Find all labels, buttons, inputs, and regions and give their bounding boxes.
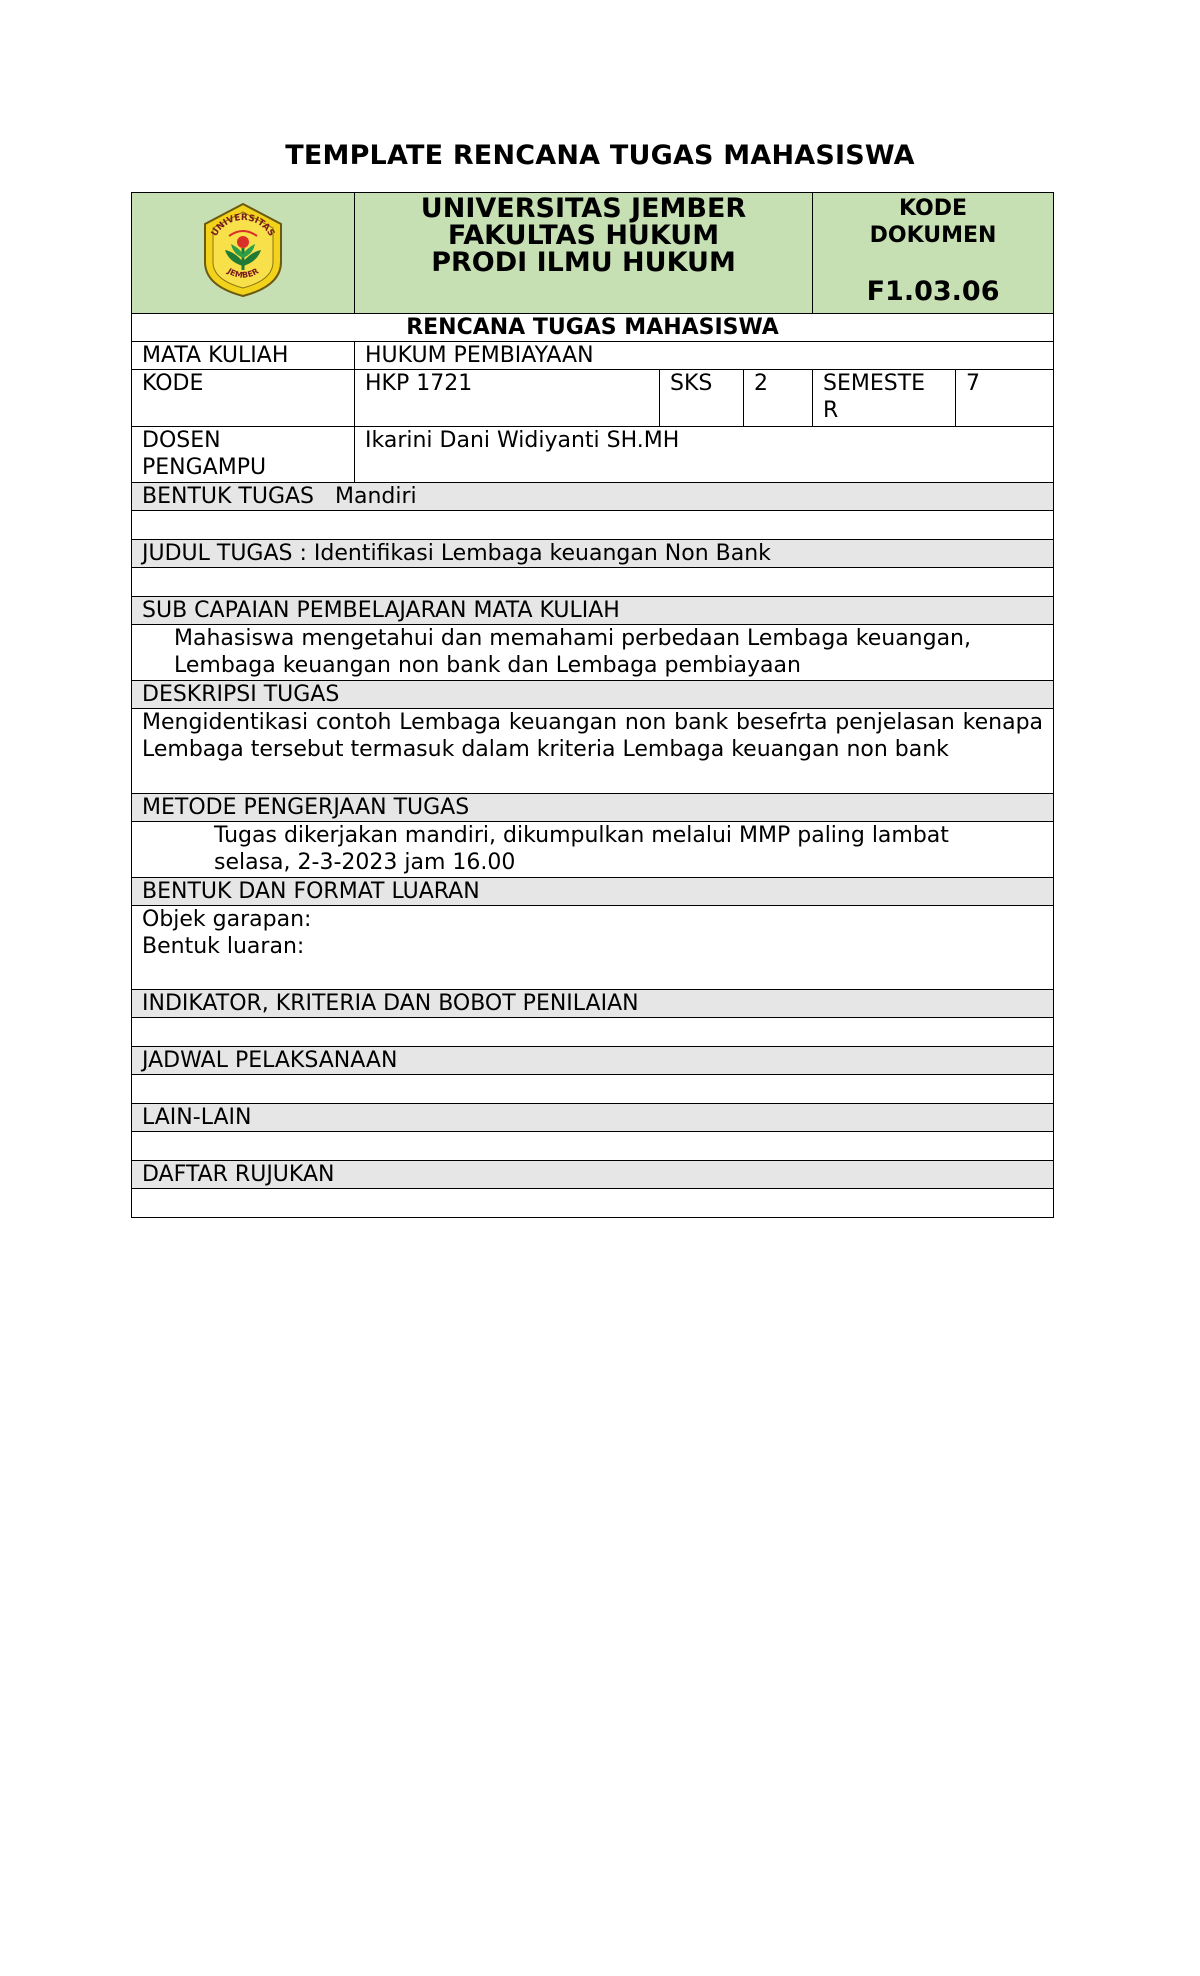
- university-logo-icon: [193, 200, 293, 300]
- university-header: [355, 193, 813, 314]
- sks-label: SKS: [660, 370, 744, 427]
- empty-row: [132, 511, 1054, 540]
- indicator-label: INDIKATOR, KRITERIA DAN BOBOT PENILAIAN: [132, 990, 1054, 1018]
- document-code-label: KODE: [899, 196, 968, 221]
- description-text: Mengidentikasi contoh Lembaga keuangan non bank besefrta penjelasan kenapa Lembaga tersebut termasuk dalam kriteria Lembaga keuangan non bank: [132, 709, 1054, 794]
- semester-value: 7: [956, 370, 1054, 427]
- references-label: DAFTAR RUJUKAN: [132, 1161, 1054, 1189]
- method-text: Tugas dikerjakan mandiri, dikumpulkan melalui MMP paling lambat selasa, 2-3-2023 jam 16.00: [132, 822, 1054, 878]
- other-label: LAIN-LAIN: [132, 1104, 1054, 1132]
- schedule-label: JADWAL PELAKSANAAN: [132, 1047, 1054, 1075]
- code-label: KODE: [132, 370, 355, 427]
- svg-text:UNIVERSITAS: UNIVERSITAS: [209, 212, 277, 238]
- program-name: PRODI ILMU HUKUM: [431, 247, 736, 278]
- empty-row: [132, 1132, 1054, 1161]
- assignment-type: BENTUK TUGAS Mandiri: [132, 483, 1054, 511]
- assignment-plan-table: [131, 192, 1054, 1218]
- method-label: METODE PENGERJAAN TUGAS: [132, 794, 1054, 822]
- empty-row: [132, 1018, 1054, 1047]
- lecturer-value: Ikarini Dani Widiyanti SH.MH: [355, 427, 1054, 483]
- document-code-cell: [813, 193, 1054, 314]
- assignment-title: JUDUL TUGAS : Identifikasi Lembaga keuangan Non Bank: [132, 540, 1054, 568]
- document-code-label-2: DOKUMEN: [869, 223, 997, 248]
- description-label: DESKRIPSI TUGAS: [132, 681, 1054, 709]
- output-format-label: BENTUK DAN FORMAT LUARAN: [132, 878, 1054, 906]
- empty-row: [132, 568, 1054, 597]
- lecturer-label: DOSEN PENGAMPU: [132, 427, 355, 483]
- sub-outcome-text: Mahasiswa mengetahui dan memahami perbedaan Lembaga keuangan, Lembaga keuangan non bank dan Lembaga pembiayaan: [132, 625, 1054, 681]
- faculty-name: FAKULTAS HUKUM: [447, 220, 720, 251]
- empty-row: [132, 1075, 1054, 1104]
- page-title: TEMPLATE RENCANA TUGAS MAHASISWA: [285, 140, 915, 171]
- logo-cell: [132, 193, 355, 314]
- university-name: UNIVERSITAS JEMBER: [420, 193, 747, 224]
- form-title: RENCANA TUGAS MAHASISWA: [132, 314, 1054, 342]
- sks-value: 2: [744, 370, 813, 427]
- code-value: HKP 1721: [355, 370, 660, 427]
- sub-outcome-label: SUB CAPAIAN PEMBELAJARAN MATA KULIAH: [132, 597, 1054, 625]
- svg-text:JEMBER: JEMBER: [225, 266, 261, 280]
- course-value: HUKUM PEMBIAYAAN: [355, 342, 1054, 370]
- output-format-text: Objek garapan: Bentuk luaran:: [132, 906, 1054, 990]
- semester-label: SEMESTE R: [813, 370, 956, 427]
- course-label: MATA KULIAH: [132, 342, 355, 370]
- empty-row: [132, 1189, 1054, 1218]
- document-code-value: F1.03.06: [866, 276, 1000, 307]
